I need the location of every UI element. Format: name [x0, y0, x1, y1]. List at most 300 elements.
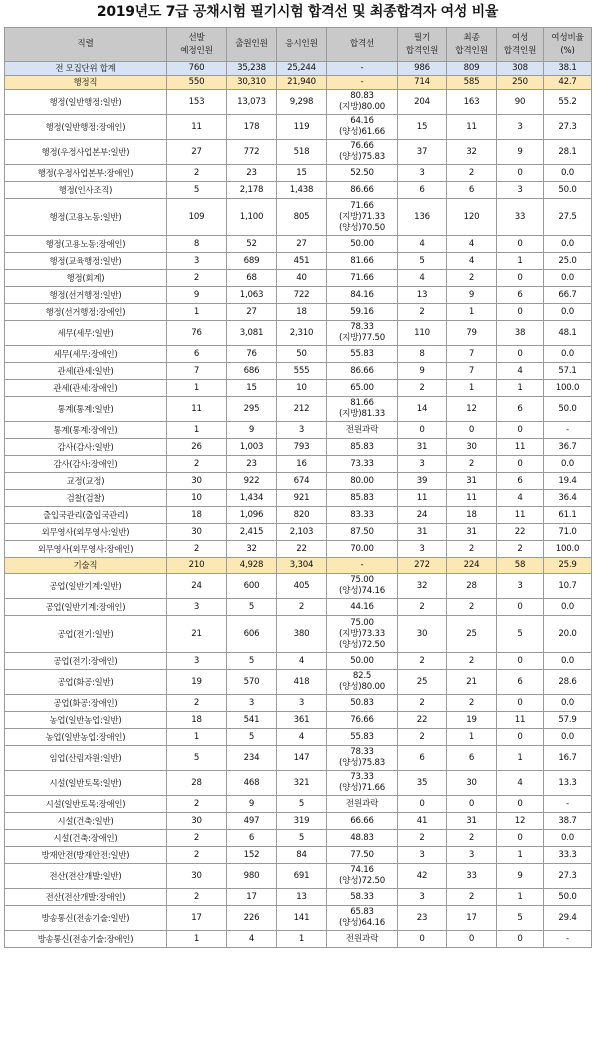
table-cell [277, 864, 327, 889]
row-label-cell [5, 541, 167, 558]
cell-text: 80.83 [350, 91, 374, 101]
cell-text: 관세(관세:일반) [57, 365, 114, 376]
table-cell [447, 670, 497, 695]
cell-text: 33.3 [558, 849, 577, 860]
table-cell [227, 889, 277, 906]
cell-text: 2 [468, 832, 475, 843]
table-cell [327, 524, 398, 541]
cell-text: 38.1 [558, 63, 577, 73]
table-cell [398, 287, 447, 304]
cell-text: 12 [466, 403, 477, 414]
cell-text: 55.2 [558, 96, 577, 107]
cell-text: 0 [517, 933, 523, 944]
table-cell [327, 599, 398, 616]
table-cell [497, 524, 544, 541]
cell-text: 11 [514, 509, 526, 520]
row-label-cell [5, 76, 167, 90]
table-cell [167, 62, 227, 76]
table-cell [398, 712, 447, 729]
cell-text: 3 [419, 458, 425, 469]
cell-text: 11 [191, 121, 202, 132]
table-cell [544, 287, 592, 304]
cell-text: 75.00 [350, 617, 374, 628]
table-cell [167, 574, 227, 599]
cell-text: 48.83 [350, 832, 374, 843]
cell-text: 52 [246, 238, 257, 249]
cell-text: 행정(회계) [66, 272, 105, 283]
cell-text: 11 [514, 441, 526, 452]
table-cell [544, 304, 592, 321]
cell-text: 0 [517, 238, 523, 249]
row-label-cell [5, 62, 167, 76]
cell-text: (지방)81.33 [338, 409, 386, 419]
table-cell [277, 346, 327, 363]
table-cell [227, 599, 277, 616]
cell-text: 772 [243, 146, 260, 157]
column-header-line: (%) [560, 45, 575, 56]
cell-text: 3 [468, 849, 475, 860]
cell-text: 31 [416, 526, 428, 537]
table-cell [227, 236, 277, 253]
table-cell [544, 712, 592, 729]
cell-text: 33 [466, 870, 477, 881]
row-label-cell [5, 771, 167, 796]
table-cell [167, 599, 227, 616]
table-cell [447, 507, 497, 524]
cell-text: 555 [293, 365, 310, 376]
cell-text: 행정(일반행정:일반) [49, 96, 122, 107]
cell-text: 22 [514, 526, 526, 537]
table-row [5, 140, 592, 165]
table-cell [447, 76, 497, 90]
cell-text: 980 [243, 870, 260, 881]
cell-text: 714 [414, 77, 430, 87]
cell-text: 농업(일반농업:일반) [49, 714, 122, 725]
cell-text: 28.6 [558, 676, 577, 687]
table-cell [398, 236, 447, 253]
table-row [5, 524, 592, 541]
table-cell [227, 746, 277, 771]
cell-text: 50.00 [350, 655, 374, 666]
table-cell [327, 321, 398, 346]
cell-text: 2 [419, 655, 425, 666]
column-header-line: 합격인원 [503, 45, 537, 56]
cell-text: 66.7 [558, 289, 577, 300]
table-cell [544, 695, 592, 712]
table-cell [497, 695, 544, 712]
row-label-cell [5, 695, 167, 712]
cell-text: 11 [466, 121, 477, 132]
table-cell [447, 90, 497, 115]
table-cell [447, 140, 497, 165]
table-row [5, 507, 592, 524]
table-cell [227, 115, 277, 140]
cell-text: 3 [517, 580, 523, 591]
column-header-line: 필기 [413, 32, 431, 43]
table-cell [497, 599, 544, 616]
cell-text: 2 [468, 891, 475, 902]
table-cell [497, 380, 544, 397]
row-label-cell [5, 847, 167, 864]
cell-text: (양성)72.50 [338, 876, 386, 886]
table-cell [227, 90, 277, 115]
cell-text: (지방)71.33 [338, 211, 386, 222]
column-header [5, 28, 167, 62]
cell-text: 27.3 [558, 870, 577, 881]
table-cell [398, 473, 447, 490]
table-row [5, 422, 592, 439]
cell-text: 5 [193, 752, 200, 763]
row-label-cell [5, 397, 167, 422]
cell-text: 3 [298, 697, 305, 708]
cell-text: 방송통신(전송기술:장애인) [37, 933, 134, 944]
table-cell [497, 931, 544, 948]
table-cell [327, 746, 398, 771]
table-cell [447, 712, 497, 729]
table-row [5, 670, 592, 695]
cell-text: 2 [468, 655, 475, 666]
table-row [5, 304, 592, 321]
table-cell [497, 847, 544, 864]
table-cell [227, 906, 277, 931]
table-cell [327, 270, 398, 287]
cell-text: 5 [298, 832, 305, 843]
table-cell [447, 653, 497, 670]
cell-text: 3 [419, 849, 425, 860]
table-cell [447, 456, 497, 473]
table-cell [277, 712, 327, 729]
row-label-cell [5, 236, 167, 253]
table-cell [447, 380, 497, 397]
row-label-cell [5, 115, 167, 140]
cell-text: 1 [468, 306, 475, 317]
cell-text: 204 [414, 96, 430, 107]
table-cell [544, 931, 592, 948]
cell-text: 50.83 [350, 697, 374, 708]
cell-text: 시설(건축:일반) [57, 815, 114, 826]
table-cell [277, 140, 327, 165]
cell-text: 65.83 [350, 907, 374, 917]
cell-text: 3,304 [289, 560, 314, 570]
table-cell [277, 363, 327, 380]
cell-text: 행정(선거행정:일반) [49, 289, 122, 300]
cell-text: 공업(화공:장애인) [53, 697, 118, 708]
row-label-cell [5, 270, 167, 287]
cell-text: 전원과락 [345, 798, 379, 809]
column-header-line: 합격인원 [405, 45, 439, 56]
cell-text: 33 [514, 211, 526, 222]
cell-text: 22 [416, 714, 428, 725]
row-label-cell [5, 165, 167, 182]
table-cell [497, 712, 544, 729]
cell-text: 통계(통계:일반) [57, 403, 114, 414]
table-cell [544, 115, 592, 140]
cell-text: 30 [466, 441, 477, 452]
table-cell [167, 541, 227, 558]
cell-text: 691 [293, 870, 310, 881]
table-cell [447, 321, 497, 346]
table-cell [167, 236, 227, 253]
cell-text: 관세(관세:장애인) [53, 382, 118, 393]
table-cell [167, 796, 227, 813]
table-cell [277, 574, 327, 599]
table-cell [167, 287, 227, 304]
cell-text: 2 [193, 697, 200, 708]
table-cell [167, 321, 227, 346]
cell-text: 100.0 [555, 543, 580, 554]
cell-text: 0 [517, 424, 523, 435]
table-cell [398, 439, 447, 456]
cell-text: 4 [468, 238, 475, 249]
table-cell [327, 695, 398, 712]
cell-text: 1 [517, 891, 523, 902]
table-cell [277, 439, 327, 456]
cell-text: 48.1 [558, 327, 577, 338]
cell-text: 518 [293, 146, 310, 157]
table-cell [398, 931, 447, 948]
table-cell [167, 889, 227, 906]
cell-text: 6 [517, 403, 523, 414]
cell-text: 922 [243, 475, 260, 486]
cell-text: 7 [468, 365, 475, 376]
row-label-cell [5, 746, 167, 771]
table-cell [227, 541, 277, 558]
cell-text: 58.33 [350, 891, 374, 902]
cell-text: 행정직 [73, 77, 98, 87]
table-row [5, 490, 592, 507]
row-label-cell [5, 830, 167, 847]
cell-text: 722 [293, 289, 310, 300]
cell-text: 1,438 [289, 184, 314, 195]
cell-text: 30 [191, 815, 202, 826]
column-header-line: 선발 [188, 32, 205, 43]
table-cell [544, 253, 592, 270]
table-cell [447, 931, 497, 948]
category-row [5, 558, 592, 574]
table-row [5, 574, 592, 599]
table-cell [447, 771, 497, 796]
table-cell [544, 813, 592, 830]
row-label-cell [5, 558, 167, 574]
table-cell [544, 541, 592, 558]
cell-text: 4 [298, 731, 305, 742]
table-cell [447, 473, 497, 490]
cell-text: 5 [298, 798, 305, 809]
cell-text: 212 [293, 403, 310, 414]
table-cell [447, 422, 497, 439]
cell-text: 2 [517, 543, 523, 554]
table-cell [497, 796, 544, 813]
table-cell [227, 439, 277, 456]
cell-text: (양성)70.50 [338, 222, 386, 233]
cell-text: 55.83 [350, 731, 374, 742]
cell-text: 2 [468, 167, 475, 178]
cell-text: 0 [468, 424, 475, 435]
table-cell [497, 771, 544, 796]
table-cell [497, 321, 544, 346]
table-cell [544, 574, 592, 599]
cell-text: 0.0 [560, 731, 575, 742]
cell-text: 30 [191, 870, 202, 881]
cell-text: 19.4 [558, 475, 577, 486]
cell-text: 226 [243, 912, 260, 923]
cell-text: 1,003 [239, 441, 264, 452]
table-cell [227, 473, 277, 490]
cell-text: 2 [419, 306, 425, 317]
cell-text: - [360, 63, 364, 73]
cell-text: 8 [193, 238, 200, 249]
cell-text: 0.0 [560, 348, 575, 359]
cell-text: 0 [517, 697, 523, 708]
table-cell [398, 558, 447, 574]
cell-text: 5 [517, 628, 523, 639]
table-cell [544, 76, 592, 90]
row-label-cell [5, 346, 167, 363]
table-row [5, 90, 592, 115]
cell-text: 27 [191, 146, 202, 157]
cell-text: 23 [246, 458, 257, 469]
table-cell [447, 199, 497, 236]
table-cell [277, 670, 327, 695]
cell-text: 11 [514, 714, 526, 725]
cell-text: 3 [419, 167, 425, 178]
table-cell [398, 695, 447, 712]
table-cell [447, 729, 497, 746]
table-cell [277, 490, 327, 507]
cell-text: 27.3 [558, 121, 577, 132]
cell-text: 152 [243, 849, 260, 860]
table-cell [167, 490, 227, 507]
table-header-row [5, 28, 592, 62]
cell-text: 1 [298, 933, 305, 944]
cell-text: 29.4 [558, 912, 577, 923]
table-cell [327, 729, 398, 746]
cell-text: 3 [517, 121, 523, 132]
table-cell [544, 729, 592, 746]
table-cell [497, 616, 544, 653]
cell-text: 5 [248, 655, 255, 666]
cell-text: 3 [193, 655, 200, 666]
cell-text: 전산(전산개발:장애인) [45, 891, 126, 902]
cell-text: 90 [514, 96, 526, 107]
cell-text: 600 [243, 580, 260, 591]
cell-text: 585 [463, 77, 480, 87]
cell-text: 73.33 [350, 772, 374, 782]
cell-text: 1 [193, 731, 200, 742]
cell-text: (양성)72.50 [338, 639, 386, 650]
table-cell [167, 931, 227, 948]
cell-text: 71.66 [350, 200, 374, 211]
cell-text: 86.66 [350, 365, 374, 376]
cell-text: 25.9 [558, 560, 577, 570]
cell-text: 15 [296, 167, 307, 178]
table-cell [277, 380, 327, 397]
cell-text: 2 [193, 543, 200, 554]
table-row [5, 182, 592, 199]
table-cell [398, 864, 447, 889]
table-cell [227, 524, 277, 541]
cell-text: 6 [517, 289, 523, 300]
cell-text: 986 [414, 63, 430, 73]
cell-text: 1,100 [239, 211, 264, 222]
row-label-cell [5, 456, 167, 473]
table-cell [227, 363, 277, 380]
table-cell [277, 771, 327, 796]
table-cell [277, 76, 327, 90]
cell-text: 6 [419, 184, 425, 195]
cell-text: 81.66 [350, 398, 374, 408]
cell-text: 8 [419, 348, 425, 359]
cell-text: - [566, 933, 569, 944]
table-cell [398, 363, 447, 380]
cell-text: 1 [517, 849, 523, 860]
cell-text: (양성)80.00 [338, 682, 386, 692]
table-row [5, 771, 592, 796]
table-cell [398, 906, 447, 931]
cell-text: 27.5 [558, 211, 577, 222]
cell-text: 0.0 [560, 832, 575, 843]
table-cell [544, 422, 592, 439]
cell-text: 59.16 [350, 306, 374, 317]
cell-text: 27 [296, 238, 307, 249]
column-header-line: 출원인원 [235, 39, 268, 49]
cell-text: 30,310 [237, 77, 266, 87]
cell-text: 308 [512, 63, 528, 73]
column-header-line: 예정인원 [180, 45, 213, 56]
cell-text: 3 [248, 697, 255, 708]
table-cell [227, 287, 277, 304]
cell-text: 35 [416, 777, 428, 788]
table-cell [277, 287, 327, 304]
cell-text: 21 [466, 676, 477, 687]
cell-text: 18 [466, 509, 477, 520]
cell-text: 71.66 [350, 272, 374, 283]
table-cell [398, 140, 447, 165]
cell-text: 77.50 [350, 849, 374, 860]
table-cell [497, 906, 544, 931]
row-label-cell [5, 906, 167, 931]
cell-text: 16.7 [558, 752, 577, 763]
cell-text: 1 [193, 933, 200, 944]
cell-text: 10.7 [558, 580, 577, 591]
table-cell [227, 62, 277, 76]
table-cell [447, 830, 497, 847]
table-cell [167, 422, 227, 439]
table-cell [227, 695, 277, 712]
row-label-cell [5, 931, 167, 948]
cell-text: 검찰(검찰) [66, 492, 105, 503]
cell-text: 4 [419, 272, 425, 283]
table-cell [398, 165, 447, 182]
table-cell [167, 380, 227, 397]
table-row [5, 165, 592, 182]
column-header-line: 여성비율 [551, 32, 584, 43]
table-cell [327, 304, 398, 321]
cell-text: 22 [296, 543, 307, 554]
cell-text: 9 [193, 289, 200, 300]
cell-text: 7 [468, 348, 475, 359]
cell-text: 2 [468, 272, 475, 283]
cell-text: 4 [419, 238, 425, 249]
cell-text: 1,063 [239, 289, 264, 300]
table-cell [398, 574, 447, 599]
row-label-cell [5, 599, 167, 616]
cell-text: 1 [517, 752, 523, 763]
table-row [5, 346, 592, 363]
cell-text: 321 [293, 777, 310, 788]
table-cell [398, 507, 447, 524]
cell-text: 0 [468, 933, 475, 944]
